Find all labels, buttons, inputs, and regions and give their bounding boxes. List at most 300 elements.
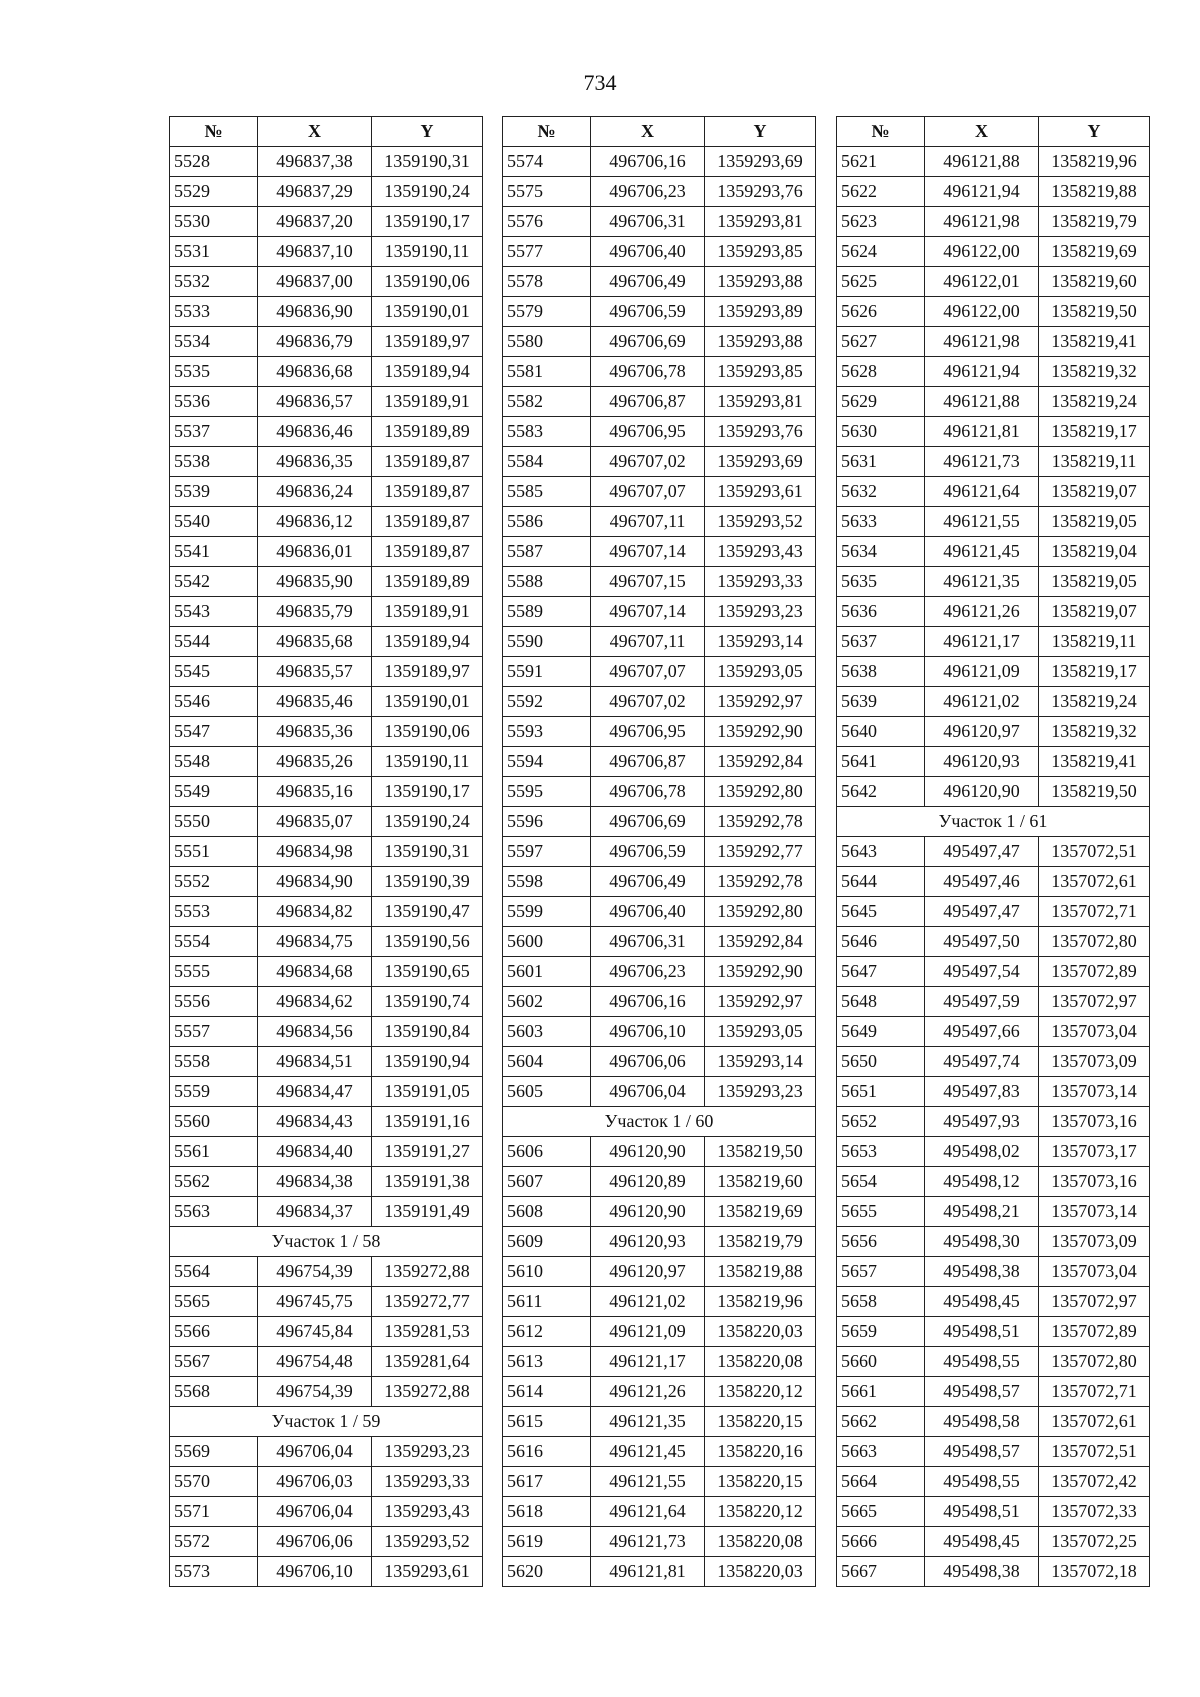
x-coordinate: 495497,46 [925,867,1039,897]
point-number: 5558 [170,1047,258,1077]
point-number: 5600 [503,927,591,957]
y-coordinate: 1358220,15 [705,1467,816,1497]
table-row [837,447,1150,477]
y-coordinate: 1358220,12 [705,1497,816,1527]
table-row [503,507,816,537]
y-coordinate: 1359189,94 [372,357,483,387]
point-number: 5561 [170,1137,258,1167]
y-coordinate: 1359292,90 [705,957,816,987]
table-row [503,657,816,687]
x-coordinate: 496121,55 [591,1467,705,1497]
point-number: 5661 [837,1377,925,1407]
x-coordinate: 495498,12 [925,1167,1039,1197]
y-coordinate: 1357072,42 [1039,1467,1150,1497]
point-number: 5591 [503,657,591,687]
y-coordinate: 1359191,05 [372,1077,483,1107]
point-number: 5552 [170,867,258,897]
x-coordinate: 496706,03 [258,1467,372,1497]
table-row [170,807,483,837]
x-coordinate: 496121,17 [591,1347,705,1377]
x-coordinate: 496836,68 [258,357,372,387]
point-number: 5654 [837,1167,925,1197]
y-coordinate: 1359190,47 [372,897,483,927]
x-coordinate: 496835,57 [258,657,372,687]
x-coordinate: 496834,38 [258,1167,372,1197]
y-coordinate: 1359272,88 [372,1377,483,1407]
x-coordinate: 496706,49 [591,867,705,897]
table-row [503,237,816,267]
table-row [503,1227,816,1257]
table-row [837,717,1150,747]
point-number: 5658 [837,1287,925,1317]
section-row [837,807,1150,837]
point-number: 5541 [170,537,258,567]
table-row [837,1257,1150,1287]
table-row [837,987,1150,1017]
table-row [837,1197,1150,1227]
x-coordinate: 496706,04 [591,1077,705,1107]
y-coordinate: 1357072,80 [1039,1347,1150,1377]
point-number: 5655 [837,1197,925,1227]
y-coordinate: 1359189,91 [372,387,483,417]
point-number: 5647 [837,957,925,987]
y-coordinate: 1359190,06 [372,717,483,747]
x-coordinate: 496754,39 [258,1257,372,1287]
x-coordinate: 496706,04 [258,1497,372,1527]
table-row [837,237,1150,267]
header-x: X [258,117,372,147]
point-number: 5632 [837,477,925,507]
x-coordinate: 496837,10 [258,237,372,267]
x-coordinate: 496121,26 [925,597,1039,627]
section-title: Участок 1 / 61 [837,807,1150,837]
table-row [503,297,816,327]
x-coordinate: 496745,75 [258,1287,372,1317]
point-number: 5540 [170,507,258,537]
point-number: 5584 [503,447,591,477]
table-row [170,747,483,777]
table-row [837,1017,1150,1047]
x-coordinate: 496707,14 [591,537,705,567]
x-coordinate: 496706,23 [591,957,705,987]
header-x: X [925,117,1039,147]
table-row [170,417,483,447]
point-number: 5664 [837,1467,925,1497]
y-coordinate: 1359191,16 [372,1107,483,1137]
y-coordinate: 1358219,41 [1039,747,1150,777]
table-row [837,1467,1150,1497]
table-row [837,1137,1150,1167]
table-row [503,417,816,447]
point-number: 5596 [503,807,591,837]
point-number: 5589 [503,597,591,627]
table-row [503,987,816,1017]
table-row [503,747,816,777]
point-number: 5545 [170,657,258,687]
table-row [837,1557,1150,1587]
point-number: 5547 [170,717,258,747]
y-coordinate: 1359293,85 [705,357,816,387]
point-number: 5543 [170,597,258,627]
y-coordinate: 1359293,88 [705,267,816,297]
table-row [837,1107,1150,1137]
x-coordinate: 496707,11 [591,627,705,657]
y-coordinate: 1358219,41 [1039,327,1150,357]
y-coordinate: 1359191,49 [372,1197,483,1227]
point-number: 5539 [170,477,258,507]
x-coordinate: 495497,66 [925,1017,1039,1047]
y-coordinate: 1359293,69 [705,447,816,477]
point-number: 5624 [837,237,925,267]
y-coordinate: 1357073,14 [1039,1197,1150,1227]
x-coordinate: 496121,88 [925,387,1039,417]
table-row [170,237,483,267]
y-coordinate: 1358219,60 [1039,267,1150,297]
x-coordinate: 496121,35 [925,567,1039,597]
point-number: 5616 [503,1437,591,1467]
table-row [837,1227,1150,1257]
x-coordinate: 496834,43 [258,1107,372,1137]
x-coordinate: 496706,49 [591,267,705,297]
x-coordinate: 496706,69 [591,327,705,357]
y-coordinate: 1359190,31 [372,147,483,177]
x-coordinate: 496706,31 [591,207,705,237]
table-row [837,597,1150,627]
x-coordinate: 496121,02 [925,687,1039,717]
point-number: 5605 [503,1077,591,1107]
table-row [503,387,816,417]
point-number: 5623 [837,207,925,237]
section-title: Участок 1 / 58 [170,1227,483,1257]
y-coordinate: 1357072,61 [1039,1407,1150,1437]
table-row [503,1557,816,1587]
x-coordinate: 496706,06 [258,1527,372,1557]
y-coordinate: 1358219,79 [705,1227,816,1257]
x-coordinate: 496836,01 [258,537,372,567]
point-number: 5657 [837,1257,925,1287]
point-number: 5583 [503,417,591,447]
point-number: 5628 [837,357,925,387]
table-row [837,867,1150,897]
y-coordinate: 1357072,33 [1039,1497,1150,1527]
x-coordinate: 496121,64 [925,477,1039,507]
point-number: 5602 [503,987,591,1017]
table-row [837,567,1150,597]
y-coordinate: 1359293,43 [372,1497,483,1527]
y-coordinate: 1359189,89 [372,567,483,597]
x-coordinate: 496121,17 [925,627,1039,657]
y-coordinate: 1358219,05 [1039,567,1150,597]
table-row [503,537,816,567]
table-row [170,327,483,357]
y-coordinate: 1359189,87 [372,477,483,507]
table-row [837,747,1150,777]
y-coordinate: 1358219,96 [705,1287,816,1317]
x-coordinate: 496121,81 [591,1557,705,1587]
table-row [503,627,816,657]
x-coordinate: 496706,78 [591,777,705,807]
point-number: 5530 [170,207,258,237]
x-coordinate: 496834,75 [258,927,372,957]
table-row [503,477,816,507]
x-coordinate: 496835,46 [258,687,372,717]
x-coordinate: 496834,37 [258,1197,372,1227]
y-coordinate: 1359189,87 [372,507,483,537]
point-number: 5653 [837,1137,925,1167]
x-coordinate: 496706,31 [591,927,705,957]
point-number: 5579 [503,297,591,327]
table-row [837,1437,1150,1467]
y-coordinate: 1359190,56 [372,927,483,957]
y-coordinate: 1359190,17 [372,777,483,807]
y-coordinate: 1358219,69 [1039,237,1150,267]
y-coordinate: 1359292,97 [705,987,816,1017]
point-number: 5634 [837,537,925,567]
point-number: 5608 [503,1197,591,1227]
header-x: X [591,117,705,147]
x-coordinate: 496754,48 [258,1347,372,1377]
table-row [170,1467,483,1497]
table-row [503,807,816,837]
x-coordinate: 496834,90 [258,867,372,897]
y-coordinate: 1358219,60 [705,1167,816,1197]
point-number: 5560 [170,1107,258,1137]
y-coordinate: 1357073,09 [1039,1047,1150,1077]
x-coordinate: 496121,09 [591,1317,705,1347]
point-number: 5569 [170,1437,258,1467]
point-number: 5627 [837,327,925,357]
table-row [170,687,483,717]
x-coordinate: 496121,81 [925,417,1039,447]
y-coordinate: 1359272,88 [372,1257,483,1287]
y-coordinate: 1357072,89 [1039,1317,1150,1347]
x-coordinate: 496122,01 [925,267,1039,297]
table-row [503,837,816,867]
point-number: 5667 [837,1557,925,1587]
section-row [170,1407,483,1437]
x-coordinate: 495498,02 [925,1137,1039,1167]
y-coordinate: 1357072,61 [1039,867,1150,897]
x-coordinate: 496706,40 [591,897,705,927]
point-number: 5574 [503,147,591,177]
x-coordinate: 496837,20 [258,207,372,237]
table-row [170,567,483,597]
y-coordinate: 1359191,38 [372,1167,483,1197]
y-coordinate: 1357072,97 [1039,1287,1150,1317]
table-row [837,957,1150,987]
table-row [170,957,483,987]
table-row [837,267,1150,297]
x-coordinate: 496835,36 [258,717,372,747]
y-coordinate: 1359293,61 [705,477,816,507]
point-number: 5542 [170,567,258,597]
point-number: 5666 [837,1527,925,1557]
table-row [170,867,483,897]
y-coordinate: 1359293,81 [705,207,816,237]
point-number: 5575 [503,177,591,207]
y-coordinate: 1358219,50 [705,1137,816,1167]
point-number: 5565 [170,1287,258,1317]
y-coordinate: 1359293,76 [705,177,816,207]
x-coordinate: 496706,78 [591,357,705,387]
table-row [170,1257,483,1287]
x-coordinate: 496836,79 [258,327,372,357]
y-coordinate: 1359293,23 [705,1077,816,1107]
y-coordinate: 1358219,32 [1039,717,1150,747]
point-number: 5662 [837,1407,925,1437]
y-coordinate: 1359190,74 [372,987,483,1017]
x-coordinate: 496834,68 [258,957,372,987]
y-coordinate: 1357072,71 [1039,897,1150,927]
y-coordinate: 1358219,96 [1039,147,1150,177]
point-number: 5555 [170,957,258,987]
x-coordinate: 496836,24 [258,477,372,507]
y-coordinate: 1357072,80 [1039,927,1150,957]
y-coordinate: 1358219,07 [1039,477,1150,507]
point-number: 5606 [503,1137,591,1167]
y-coordinate: 1359292,84 [705,927,816,957]
table-row [503,327,816,357]
table-row [503,957,816,987]
table-row [170,657,483,687]
x-coordinate: 496120,89 [591,1167,705,1197]
point-number: 5554 [170,927,258,957]
point-number: 5630 [837,417,925,447]
table-row [170,1497,483,1527]
header-y: Y [1039,117,1150,147]
table-row [503,777,816,807]
table-row [837,687,1150,717]
x-coordinate: 495498,57 [925,1377,1039,1407]
table-row [837,357,1150,387]
x-coordinate: 496121,94 [925,177,1039,207]
x-coordinate: 495498,57 [925,1437,1039,1467]
table-row [837,1077,1150,1107]
y-coordinate: 1359293,81 [705,387,816,417]
point-number: 5646 [837,927,925,957]
table-row [170,1137,483,1167]
point-number: 5553 [170,897,258,927]
y-coordinate: 1359292,80 [705,897,816,927]
point-number: 5573 [170,1557,258,1587]
point-number: 5649 [837,1017,925,1047]
table-row [170,777,483,807]
section-row [170,1227,483,1257]
x-coordinate: 496754,39 [258,1377,372,1407]
x-coordinate: 495498,45 [925,1287,1039,1317]
point-number: 5613 [503,1347,591,1377]
x-coordinate: 496835,26 [258,747,372,777]
x-coordinate: 495498,58 [925,1407,1039,1437]
point-number: 5580 [503,327,591,357]
y-coordinate: 1358219,88 [705,1257,816,1287]
table-row [503,1167,816,1197]
table-row [503,177,816,207]
table-row [170,627,483,657]
table-row [170,927,483,957]
x-coordinate: 496121,02 [591,1287,705,1317]
y-coordinate: 1359293,33 [372,1467,483,1497]
x-coordinate: 495498,55 [925,1467,1039,1497]
x-coordinate: 496836,57 [258,387,372,417]
x-coordinate: 496707,02 [591,447,705,477]
table-row [170,987,483,1017]
y-coordinate: 1358219,32 [1039,357,1150,387]
table-row [170,1047,483,1077]
point-number: 5593 [503,717,591,747]
point-number: 5642 [837,777,925,807]
table-row [837,177,1150,207]
point-number: 5550 [170,807,258,837]
table-row [837,897,1150,927]
table-row [170,507,483,537]
y-coordinate: 1358220,16 [705,1437,816,1467]
point-number: 5603 [503,1017,591,1047]
table-row [837,927,1150,957]
point-number: 5652 [837,1107,925,1137]
x-coordinate: 495497,74 [925,1047,1039,1077]
y-coordinate: 1359189,97 [372,657,483,687]
point-number: 5556 [170,987,258,1017]
y-coordinate: 1359293,14 [705,627,816,657]
point-number: 5611 [503,1287,591,1317]
x-coordinate: 496706,10 [258,1557,372,1587]
x-coordinate: 496121,64 [591,1497,705,1527]
x-coordinate: 496121,98 [925,327,1039,357]
table-row [837,627,1150,657]
x-coordinate: 496834,51 [258,1047,372,1077]
table-row [837,1167,1150,1197]
y-coordinate: 1359190,24 [372,177,483,207]
point-number: 5570 [170,1467,258,1497]
section-title: Участок 1 / 60 [503,1107,816,1137]
x-coordinate: 495497,50 [925,927,1039,957]
table-row [503,867,816,897]
y-coordinate: 1359190,11 [372,237,483,267]
y-coordinate: 1359189,91 [372,597,483,627]
point-number: 5629 [837,387,925,417]
table-row [837,507,1150,537]
point-number: 5577 [503,237,591,267]
y-coordinate: 1359293,05 [705,657,816,687]
x-coordinate: 496707,15 [591,567,705,597]
x-coordinate: 496122,00 [925,297,1039,327]
point-number: 5614 [503,1377,591,1407]
x-coordinate: 495497,47 [925,837,1039,867]
y-coordinate: 1359190,01 [372,687,483,717]
y-coordinate: 1358220,08 [705,1347,816,1377]
point-number: 5595 [503,777,591,807]
point-number: 5643 [837,837,925,867]
table-row [170,1167,483,1197]
y-coordinate: 1359292,97 [705,687,816,717]
point-number: 5636 [837,597,925,627]
table-row [170,1287,483,1317]
y-coordinate: 1357073,16 [1039,1107,1150,1137]
x-coordinate: 495497,93 [925,1107,1039,1137]
y-coordinate: 1359293,14 [705,1047,816,1077]
y-coordinate: 1359293,23 [705,597,816,627]
x-coordinate: 495498,38 [925,1257,1039,1287]
table-row [503,1257,816,1287]
x-coordinate: 496707,07 [591,477,705,507]
table-row [503,1467,816,1497]
y-coordinate: 1359190,31 [372,837,483,867]
table-row [170,1017,483,1047]
y-coordinate: 1358219,24 [1039,387,1150,417]
table-row [170,447,483,477]
table-row [503,597,816,627]
